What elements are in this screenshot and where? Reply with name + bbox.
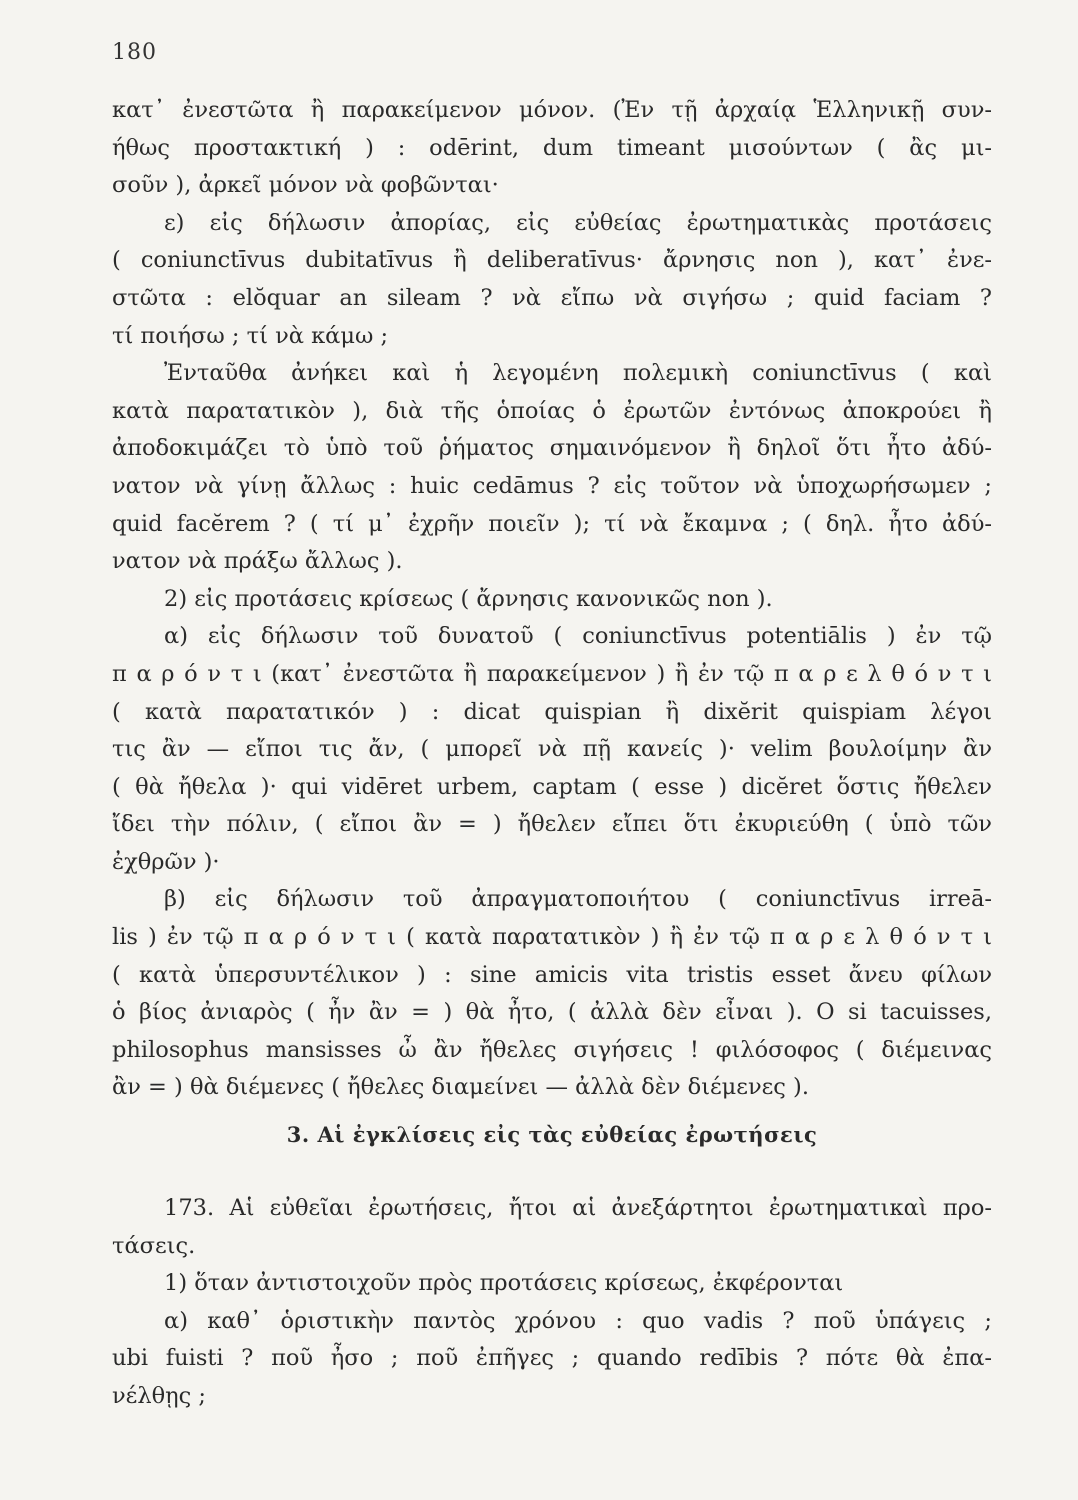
text-line: σοῦν ), ἀρκεῖ μόνον νὰ φοβῶνται· [112,172,499,199]
text-line: philosophus mansisses ὦ ἂν ἤθελες σιγήσεις ! φιλόσοφος ( διέμεινας [112,1036,992,1063]
text-line: τάσεις. [112,1232,196,1259]
text-line: κατ᾽ ἐνεστῶτα ἢ παρακείμενον μόνον. (Ἐν τῇ ἀρχαίᾳ Ἑλληνικῇ συν- [112,97,992,123]
text-line: νατον νὰ πράξω ἄλλως ). [112,548,403,575]
text-line: 1) ὅταν ἀντιστοιχοῦν πρὸς προτάσεις κρίσεως, ἐκφέρονται [164,1270,844,1297]
text-line: α) καθ᾽ ὁριστικὴν παντὸς χρόνου : quo vadis ? ποῦ ὑπάγεις ; [164,1307,992,1334]
text-line: ἐχθρῶν )· [112,848,220,875]
text-line: ( θὰ ἤθελα )· qui vidēret urbem, captam ( esse ) dicĕret ὅστις ἤθελεν [112,773,992,800]
text-line: lis ) ἐν τῷ π α ρ ό ν τ ι ( κατὰ παρατατικὸν ) ἢ ἐν τῷ π α ρ ε λ θ ό ν τ ι [112,924,992,951]
text-line: τις ἂν — εἴποι τις ἄν, ( μπορεῖ νὰ πῇ κανείς )· velim βουλοίμην ἂν [112,736,992,763]
text-line: ἀποδοκιμάζει τὸ ὑπὸ τοῦ ῥήματος σημαινόμενον ἢ δηλοῖ ὅτι ἦτο ἀδύ- [112,435,992,462]
text-line: ( κατὰ ὑπερσυντέλικον ) : sine amicis vita tristis esset ἄνευ φίλων [112,961,992,988]
section-173 [112,1190,992,1416]
text-line: quid facĕrem ? ( τί μ᾽ ἐχρῆν ποιεῖν ); τί νὰ ἔκαμνα ; ( δηλ. ἦτο ἀδύ- [112,510,992,537]
text-line: 2) εἰς προτάσεις κρίσεως ( ἄρνησις κανονικῶς non ). [164,585,773,612]
text-line: ubi fuisti ? ποῦ ἦσο ; ποῦ ἐπῆγες ; quando redībis ? πότε θὰ ἐπα- [112,1345,992,1372]
text-line: Ἐνταῦθα ἀνήκει καὶ ἡ λεγομένη πολεμικὴ coniunctīvus ( καὶ [164,360,992,387]
text-line: α) εἰς δήλωσιν τοῦ δυνατοῦ ( coniunctīvus potentiālis ) ἐν τῷ [164,623,992,650]
main-text [112,92,992,1107]
text-line: τί ποιήσω ; τί νὰ κάμω ; [112,322,389,349]
text-line: β) εἰς δήλωσιν τοῦ ἀπραγματοποιήτου ( coniunctīvus irreā- [164,886,992,913]
page-number: 180 [112,40,157,65]
text-line: κατὰ παρατατικὸν ), διὰ τῆς ὁποίας ὁ ἐρωτῶν ἐντόνως ἀποκρούει ἢ [112,397,992,424]
text-line: ὁ βίος ἀνιαρὸς ( ἦν ἂν = ) θὰ ἦτο, ( ἀλλὰ δὲν εἶναι ). O si tacuisses, [112,999,992,1026]
text-line: νατον νὰ γίνῃ ἄλλως : huic cedāmus ? εἰς τοῦτον νὰ ὑποχωρήσωμεν ; [112,472,992,499]
text-line: ήθως προστακτική ) : odērint, dum timeant μισούντων ( ἂς μι- [112,134,992,161]
section-heading: 3. Αἱ ἐγκλίσεις εἰς τὰς εὐθείας ἐρωτήσεις [286,1122,818,1147]
text-line: ε) εἰς δήλωσιν ἀπορίας, εἰς εὐθείας ἐρωτηματικὰς προτάσεις [164,209,992,236]
text-line: ἂν = ) θὰ διέμενες ( ἤθελες διαμείνει — ἀλλὰ δὲν διέμενες ). [112,1074,809,1101]
text-line: ἴδει τὴν πόλιν, ( εἴποι ἂν = ) ἤθελεν εἴπει ὅτι ἐκυριεύθη ( ὑπὸ τῶν [112,811,992,838]
text-line: ( κατὰ παρατατικόν ) : dicat quispian ἢ dixĕrit quispiam λέγοι [112,698,992,725]
text-line: ( coniunctīvus dubitatīvus ἢ deliberatīvus· ἄρνησις non ), κατ᾽ ἐνε- [112,247,992,274]
text-line: π α ρ ό ν τ ι (κατ᾽ ἐνεστῶτα ἢ παρακείμενον ) ἢ ἐν τῷ π α ρ ε λ θ ό ν τ ι [112,660,992,687]
text-line: 173. Αἱ εὐθεῖαι ἐρωτήσεις, ἤτοι αἱ ἀνεξάρτητοι ἐρωτηματικαὶ προ- [164,1195,992,1221]
text-line: νέλθῃς ; [112,1382,206,1409]
text-line: στῶτα : elŏquar an sileam ? νὰ εἴπω νὰ σιγήσω ; quid faciam ? [112,284,992,311]
